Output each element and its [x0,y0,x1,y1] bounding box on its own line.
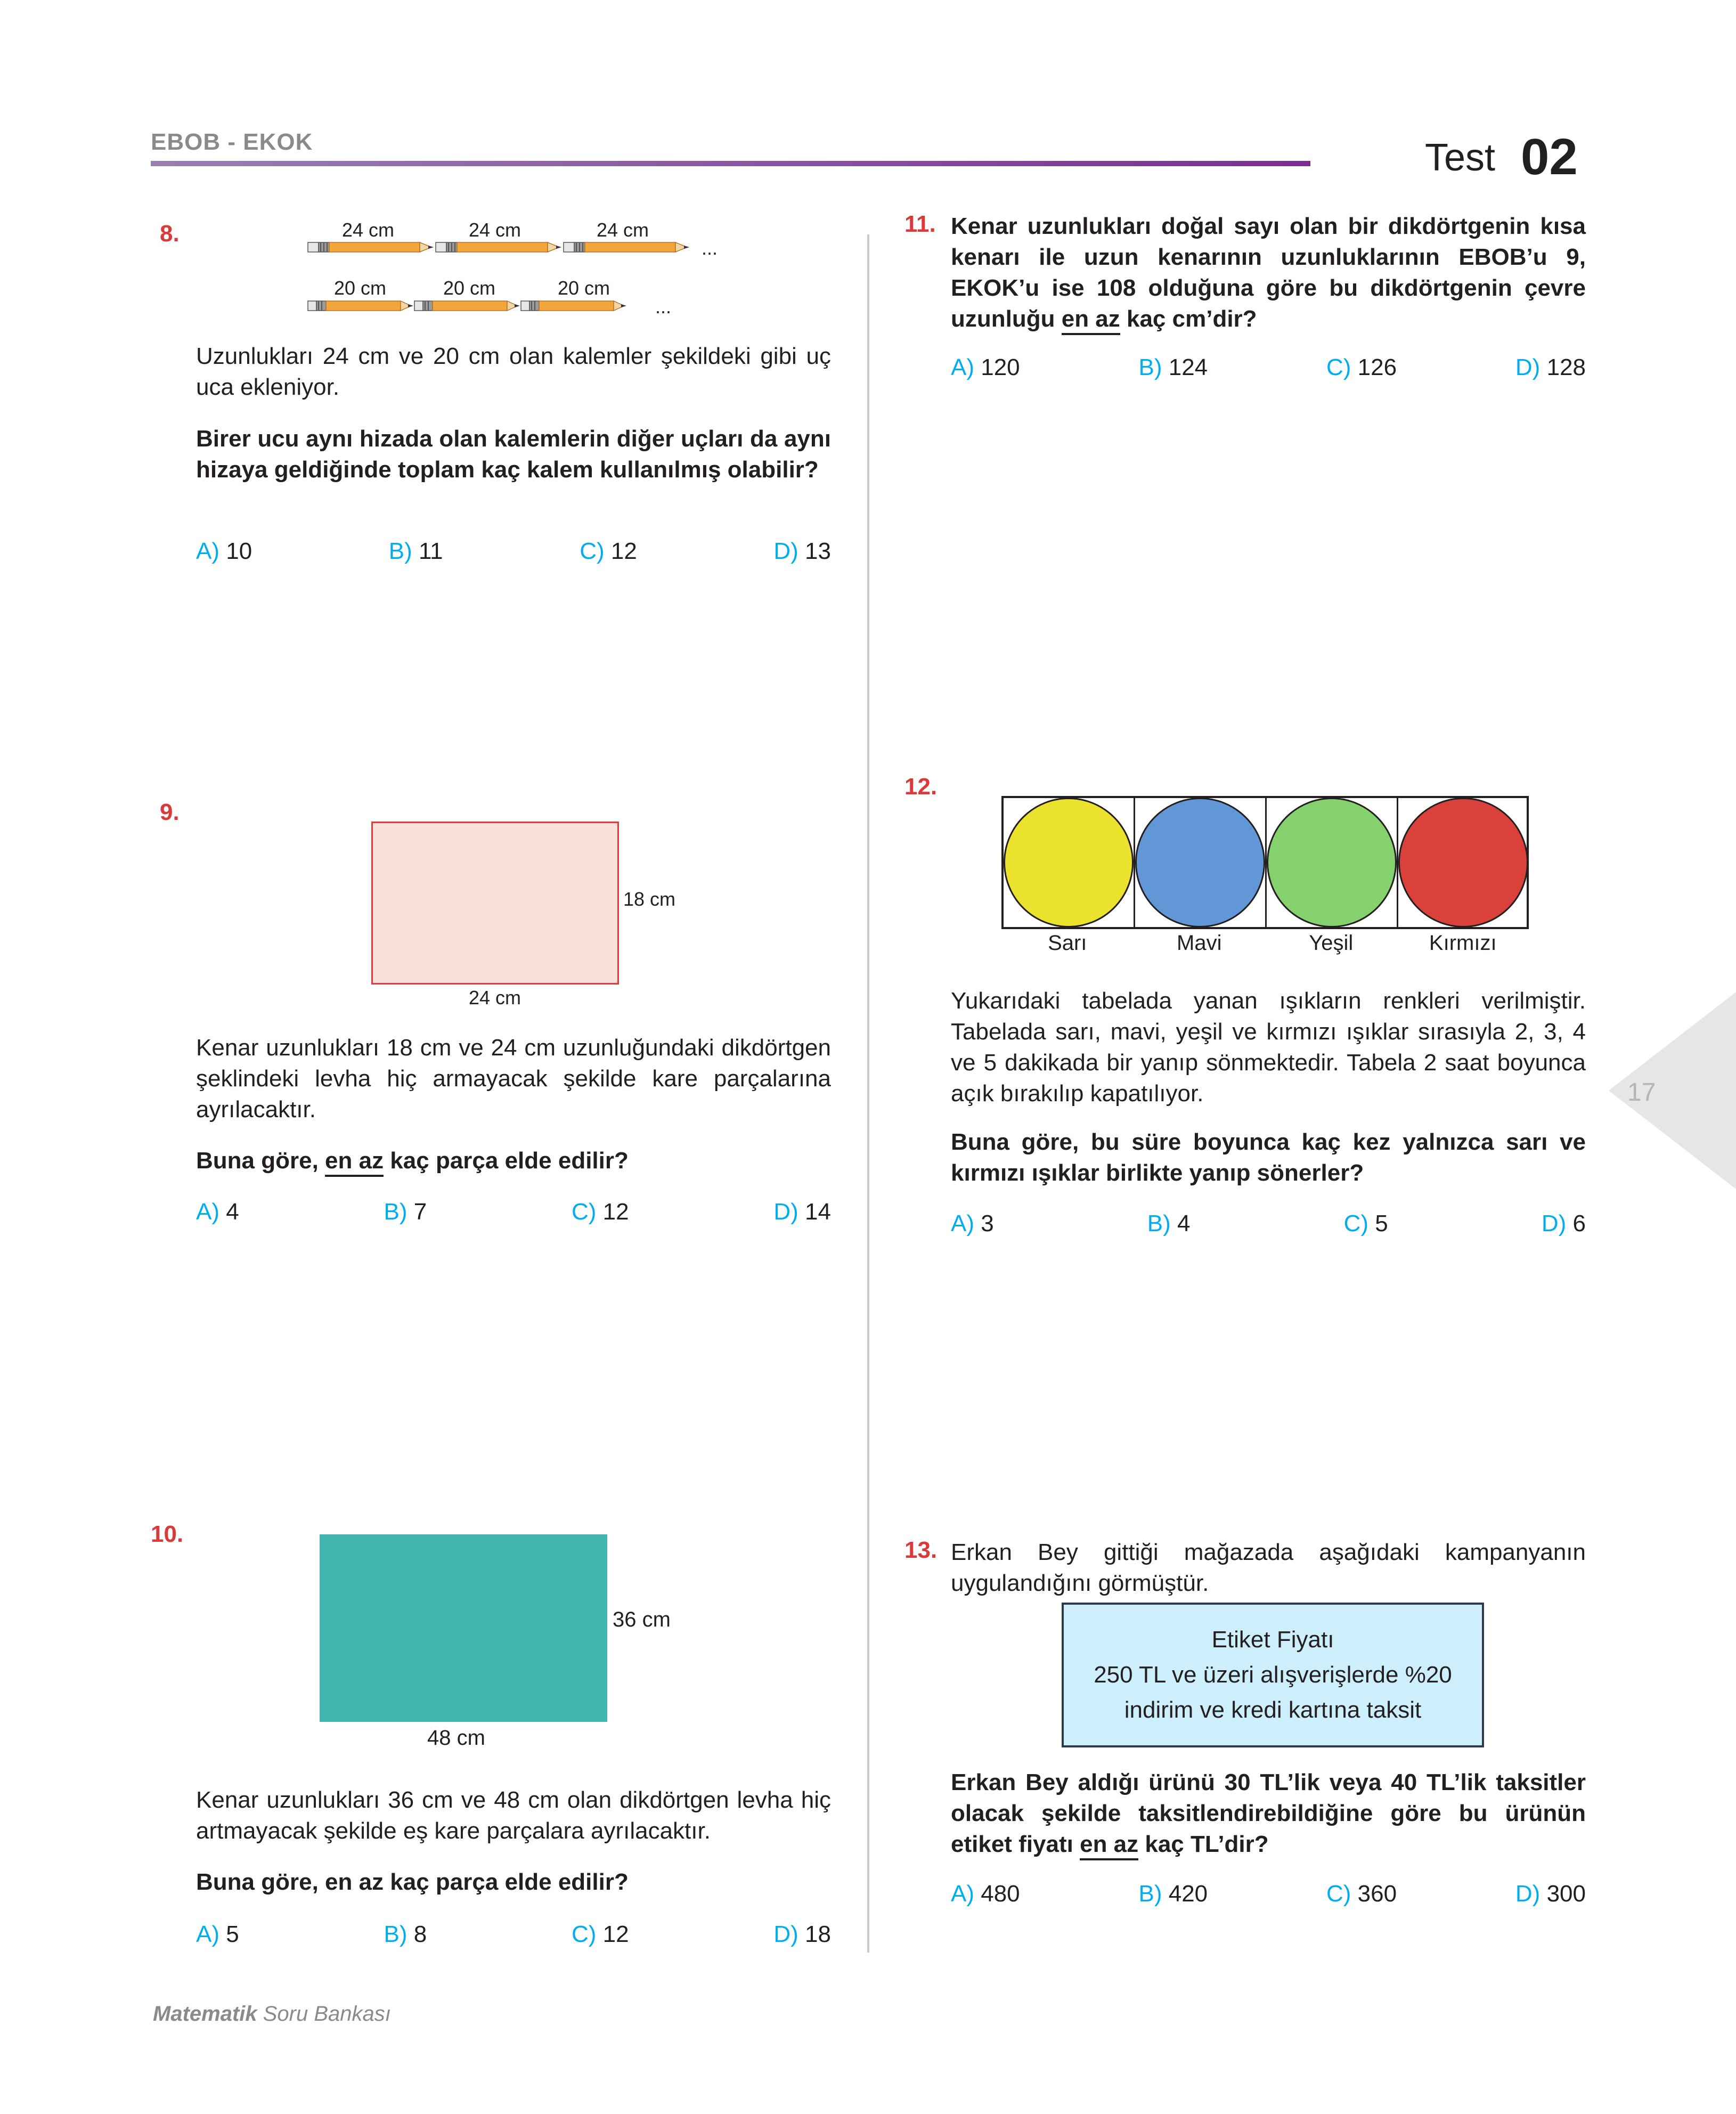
option-d[interactable]: D) 128 [1515,354,1586,380]
question-9-options [196,1199,831,1225]
campaign-line: Etiket Fiyatı [1211,1627,1334,1653]
question-number-12: 12. [904,774,938,800]
option-b[interactable]: B) 7 [384,1199,427,1225]
question-number-13: 13. [904,1537,938,1563]
question-9-text: Kenar uzunlukları 18 cm ve 24 cm uzunluğundaki dikdörtgen şeklindeki levha hiç armayacak şekilde kare parçalarına ayrılacaktır. [196,1035,831,1123]
light-labels [1001,931,1529,955]
pencil-label: 24 cm [342,219,395,241]
green-light [1267,798,1397,928]
question-number-9: 9. [160,799,180,825]
yellow-light [1004,798,1134,928]
question-13-prompt: Erkan Bey aldığı ürünü 30 TL’lik veya 40 TL’lik taksitler olacak şekilde taksitlendirebildiğine göre bu ürünün etiket fiyatı en az kaç TL’dir? [951,1767,1586,1860]
question-13-options [951,1881,1586,1907]
test-label: Test [1425,136,1496,179]
question-number-10: 10. [151,1521,184,1547]
light-label: Kırmızı [1429,931,1497,955]
campaign-line: indirim ve kredi kartına taksit [1124,1697,1422,1723]
option-a[interactable]: A) 480 [951,1881,1020,1907]
campaign-line: 250 TL ve üzeri alışverişlerde %20 [1094,1662,1452,1688]
option-b[interactable]: B) 124 [1138,354,1208,380]
option-c[interactable]: C) 360 [1326,1881,1397,1907]
height-label: 18 cm [623,888,676,910]
pencil-20cm [414,301,520,311]
light-label: Sarı [1048,931,1087,955]
option-a[interactable]: A) 5 [196,1921,239,1947]
question-11-options [951,354,1586,381]
red-light [1398,798,1528,928]
light-cell-blue [1135,798,1267,927]
header-rule [151,161,1310,166]
option-a[interactable]: A) 4 [196,1199,239,1225]
option-c[interactable]: C) 12 [580,538,637,564]
height-label: 36 cm [613,1608,671,1631]
option-d[interactable]: D) 300 [1515,1881,1586,1907]
width-label: 24 cm [469,987,521,1009]
pencil-label: 20 cm [443,277,496,299]
option-c[interactable]: C) 5 [1343,1210,1388,1237]
pencil-label: 24 cm [469,219,521,241]
question-8-prompt: Birer ucu aynı hizada olan kalemlerin diğer uçları da aynı hizaya geldiğinde toplam kaç kalem kullanılmış olabilir? [196,426,831,483]
question-13-text: Erkan Bey gittiği mağazada aşağıdaki kampanyanın uygulandığını görmüştür. [951,1539,1586,1596]
option-b[interactable]: B) 11 [388,538,443,564]
section-title: EBOB - EKOK [151,129,313,155]
question-10-prompt: Buna göre, en az kaç parça elde edilir? [196,1869,629,1895]
option-b[interactable]: B) 8 [384,1921,427,1947]
blue-light [1135,798,1265,928]
pencil-label: 24 cm [597,219,649,241]
pencil-label: 20 cm [334,277,387,299]
option-a[interactable]: A) 120 [951,354,1020,380]
rectangle-figure [371,822,619,985]
question-10-options [196,1921,831,1948]
question-number-8: 8. [160,221,180,247]
question-12-text: Yukarıdaki tabelada yanan ışıkların renkleri verilmiştir. Tabelada sarı, mavi, yeşil ve kırmızı ışıklar sırasıyla 2, 3, 4 ve 5 dakikada bir yanıp sönmektedir. Tabela 2 saat boyunca açık bırakılıp kapatılıyor. [951,988,1586,1107]
light-cell-green [1267,798,1398,927]
option-a[interactable]: A) 3 [951,1210,994,1237]
option-c[interactable]: C) 126 [1326,354,1397,380]
pencil-24cm [436,242,561,252]
test-number: 02 [1521,128,1578,185]
pencil-20cm [308,301,413,311]
question-number-11: 11. [904,211,936,237]
pencil-24cm [564,242,689,252]
rectangle-figure [320,1534,607,1722]
column-divider [867,234,869,1953]
option-b[interactable]: B) 420 [1138,1881,1208,1907]
question-11-prompt: Kenar uzunlukları doğal sayı olan bir dikdörtgenin kısa kenarı ile uzun kenarının uzunluklarının EBOB’u 9, EKOK’u ise 108 olduğuna göre bu dikdörtgenin çevre uzunluğu en az kaç cm’dir? [951,211,1586,335]
campaign-box [1062,1603,1484,1747]
question-8-text: Uzunlukları 24 cm ve 20 cm olan kalemler şekildeki gibi uç uca ekleniyor. [196,343,831,400]
question-8-options [196,538,831,565]
page-number: 17 [1627,1078,1656,1107]
option-d[interactable]: D) 14 [773,1199,831,1225]
option-d[interactable]: D) 18 [773,1921,831,1947]
footer: Matematik Soru Bankası [153,2002,391,2026]
pencil-label: 20 cm [558,277,610,299]
question-12-prompt: Buna göre, bu süre boyunca kaç kez yalnızca sarı ve kırmızı ışıklar birlikte yanıp sönerler? [951,1129,1586,1186]
pencil-24cm [308,242,434,252]
question-12-options [951,1210,1586,1237]
option-d[interactable]: D) 6 [1541,1210,1586,1237]
width-label: 48 cm [427,1726,485,1750]
ellipsis: ... [702,237,718,259]
light-label: Yeşil [1309,931,1354,955]
option-d[interactable]: D) 13 [773,538,831,564]
option-a[interactable]: A) 10 [196,538,252,564]
light-cell-yellow [1004,798,1135,927]
option-b[interactable]: B) 4 [1147,1210,1191,1237]
option-c[interactable]: C) 12 [571,1199,629,1225]
light-label: Mavi [1177,931,1222,955]
pencil-20cm [521,301,626,311]
ellipsis: ... [655,296,672,318]
traffic-light-sign [1001,796,1529,929]
light-cell-red [1398,798,1528,927]
question-9-prompt: Buna göre, en az kaç parça elde edilir? [196,1145,831,1176]
option-c[interactable]: C) 12 [571,1921,629,1947]
question-10-text: Kenar uzunlukları 36 cm ve 48 cm olan dikdörtgen levha hiç artmayacak şekilde eş kare parçalara ayrılacaktır. [196,1787,831,1844]
